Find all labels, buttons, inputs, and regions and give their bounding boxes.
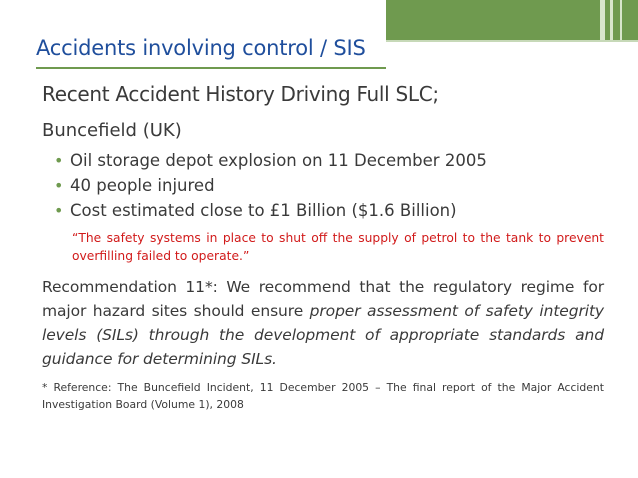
reference-note: * Reference: The Buncefield Incident, 11 December 2005 – The final report of the Major Accident Investigation Board (Volume 1), 2008: [42, 381, 604, 411]
section-heading: Recent Accident History Driving Full SLC;: [42, 82, 439, 106]
banner-stripe: [610, 0, 613, 40]
recommendation-paragraph: [42, 275, 604, 371]
decorative-banner: [386, 0, 638, 40]
bullet-icon: •: [54, 176, 64, 195]
recommendation-emphasis: proper assessment of safety integrity levels (SILs) through the development of appropriate standards and guidance for determining SILs.: [42, 302, 604, 368]
banner-stripe: [620, 0, 622, 40]
bullet-text: Oil storage depot explosion on 11 December 2005: [70, 151, 487, 170]
banner-underline: [386, 40, 638, 42]
list-item: [54, 198, 604, 223]
slide-content: [42, 80, 604, 413]
report-quote: “The safety systems in place to shut off the supply of petrol to the tank to prevent overfilling failed to operate.”: [72, 231, 604, 263]
list-item: [54, 148, 604, 173]
slide-title: Accidents involving control / SIS: [36, 36, 366, 60]
banner-stripe: [600, 0, 605, 40]
bullet-text: 40 people injured: [70, 176, 215, 195]
bullet-icon: •: [54, 151, 64, 170]
recommendation-lead: Recommendation 11*: We recommend that the regulatory regime for major hazard sites should ensure: [42, 278, 604, 320]
bullet-text: Cost estimated close to £1 Billion ($1.6 Billion): [70, 201, 457, 220]
title-bar: [0, 0, 638, 68]
case-heading: Buncefield (UK): [42, 120, 182, 141]
list-item: [54, 173, 604, 198]
bullet-icon: •: [54, 201, 64, 220]
bullet-list: [42, 148, 604, 223]
title-underline: [36, 67, 386, 69]
